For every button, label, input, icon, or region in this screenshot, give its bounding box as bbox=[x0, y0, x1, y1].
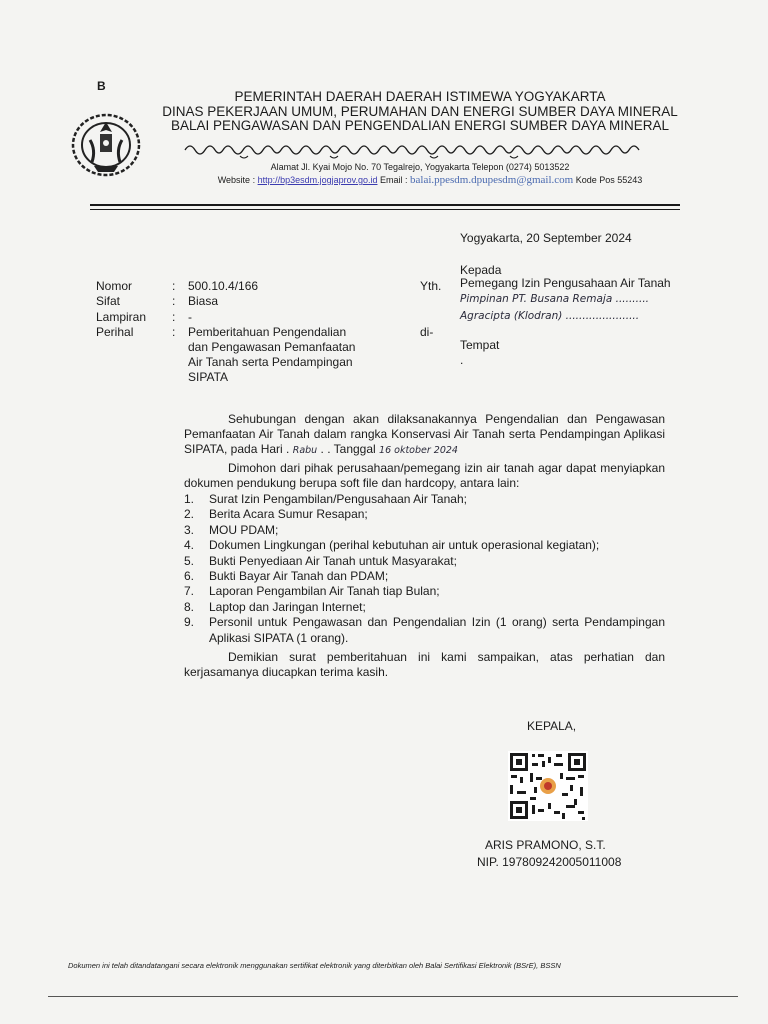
recipient-dot: . bbox=[460, 353, 464, 367]
nomor-value: 500.10.4/166 bbox=[188, 279, 259, 293]
footer-divider bbox=[48, 996, 738, 997]
recipient-kepada: Kepada bbox=[460, 263, 502, 277]
website-link[interactable]: http://bp3esdm.jogjaprov.go.id bbox=[257, 175, 378, 185]
list-text: MOU PDAM; bbox=[209, 522, 279, 537]
letterhead-divider-thick bbox=[90, 204, 680, 206]
letterhead-line-2: DINAS PEKERJAAN UMUM, PERUMAHAN DAN ENERGI SUMBER DAYA MINERAL bbox=[162, 104, 678, 119]
list-number: 4. bbox=[184, 538, 195, 553]
sifat-colon: : bbox=[172, 294, 176, 308]
list-item bbox=[184, 507, 665, 522]
list-number: 1. bbox=[184, 492, 195, 506]
recipient-handwritten-line-3: Agracipta (Klodran) ...................... bbox=[460, 310, 640, 322]
list-item bbox=[184, 492, 665, 507]
letter-date: Yogyakarta, 20 September 2024 bbox=[460, 231, 632, 245]
list-text: Bukti Penyediaan Air Tanah untuk Masyarakat; bbox=[209, 553, 457, 568]
lampiran-value: - bbox=[188, 310, 192, 324]
letterhead-line-1: PEMERINTAH DAERAH DAERAH ISTIMEWA YOGYAKARTA bbox=[234, 89, 606, 104]
perihal-label: Perihal bbox=[96, 325, 134, 339]
list-item bbox=[184, 584, 665, 599]
letterhead-contact bbox=[150, 174, 710, 186]
perihal-colon: : bbox=[172, 325, 176, 339]
page-mark: B bbox=[97, 79, 106, 93]
list-number: 7. bbox=[184, 584, 195, 599]
letterhead-line-3: BALAI PENGAWASAN DAN PENGENDALIAN ENERGI SUMBER DAYA MINERAL bbox=[170, 118, 670, 133]
list-item bbox=[184, 523, 665, 538]
lampiran-label: Lampiran bbox=[96, 310, 147, 324]
list-text: Laptop dan Jaringan Internet; bbox=[209, 599, 366, 614]
recipient-di: di- bbox=[420, 325, 434, 339]
list-item bbox=[184, 538, 665, 553]
list-number: 8. bbox=[184, 599, 195, 614]
list-number: 5. bbox=[184, 553, 195, 568]
javanese-script-line bbox=[180, 136, 660, 160]
list-number: 3. bbox=[184, 522, 195, 537]
perihal-line: dan Pengawasan Pemanfaatan bbox=[188, 340, 356, 354]
qr-code-signature bbox=[508, 751, 588, 821]
perihal-value bbox=[188, 325, 355, 385]
list-item bbox=[184, 554, 665, 569]
recipient-handwritten-line-2: Pimpinan PT. Busana Remaja .......... bbox=[460, 293, 649, 305]
handwritten-date: 16 oktober 2024 bbox=[379, 445, 458, 456]
document-list bbox=[184, 492, 665, 646]
perihal-line: Air Tanah serta Pendampingan bbox=[188, 355, 353, 369]
recipient-line-1: Pemegang Izin Pengusahaan Air Tanah bbox=[460, 276, 671, 290]
postal-code: Kode Pos 55243 bbox=[573, 175, 643, 185]
paragraph-text: Sehubungan dengan akan dilaksanakannya Pengendalian dan Pengawasan Pemanfaatan Air Tanah dalam rangka Konservasi Air Tanah serta Pendampingan Aplikasi SIPATA, pada Hari . bbox=[184, 412, 665, 456]
list-number: 2. bbox=[184, 507, 195, 522]
handwritten-day: Rabu bbox=[292, 445, 318, 456]
sifat-value: Biasa bbox=[188, 294, 219, 308]
list-text: Personil untuk Pengawasan dan Pengendalian Izin (1 orang) serta Pendampingan Aplikasi SIPATA (1 orang). bbox=[209, 615, 665, 645]
lampiran-colon: : bbox=[172, 310, 176, 324]
recipient-tempat: Tempat bbox=[460, 338, 500, 352]
body-paragraph-closing: Demikian surat pemberitahuan ini kami sampaikan, atas perhatian dan kerjasamanya diucapkan terima kasih. bbox=[184, 650, 665, 679]
electronic-signature-footer: Dokumen ini telah ditandatangani secara elektronik menggunakan sertifikat elektronik yang diterbitkan oleh Balai Sertifikasi Elektronik (BSrE), BSSN bbox=[68, 961, 561, 970]
list-item bbox=[184, 600, 665, 615]
email-label: Email : bbox=[377, 175, 411, 185]
signature-title: KEPALA, bbox=[527, 719, 577, 733]
list-text: Bukti Bayar Air Tanah dan PDAM; bbox=[209, 569, 389, 584]
body-paragraph-2: Dimohon dari pihak perusahaan/pemegang izin air tanah agar dapat menyiapkan dokumen pendukung berupa soft file dan hardcopy, antara lain: bbox=[184, 461, 665, 490]
list-text: Dokumen Lingkungan (perihal kebutuhan air untuk operasional kegiatan); bbox=[209, 538, 600, 553]
sifat-label: Sifat bbox=[96, 294, 121, 308]
nomor-label: Nomor bbox=[96, 279, 133, 293]
body-paragraph-1 bbox=[184, 412, 665, 458]
list-text: Laporan Pengambilan Air Tanah tiap Bulan; bbox=[209, 584, 440, 599]
recipient-yth: Yth. bbox=[420, 279, 442, 293]
letterhead-divider-thin bbox=[90, 209, 680, 210]
list-text: Berita Acara Sumur Resapan; bbox=[209, 507, 368, 522]
list-number: 9. bbox=[184, 615, 195, 630]
perihal-line: SIPATA bbox=[188, 370, 229, 384]
email-link[interactable]: balai.ppesdm.dpupesdm@gmail.com bbox=[410, 174, 574, 186]
yogyakarta-emblem-logo bbox=[66, 110, 146, 180]
perihal-line: Pemberitahuan Pengendalian bbox=[188, 325, 347, 339]
list-text: Surat Izin Pengambilan/Pengusahaan Air Tanah; bbox=[209, 492, 467, 506]
list-number: 6. bbox=[184, 569, 195, 584]
nomor-colon: : bbox=[172, 279, 176, 293]
letterhead-address: Alamat Jl. Kyai Mojo No. 70 Tegalrejo, Yogyakarta Telepon (0274) 5013522 bbox=[270, 162, 570, 172]
signatory-nip: NIP. 197809242005011008 bbox=[477, 855, 622, 869]
list-item bbox=[184, 615, 665, 646]
list-item bbox=[184, 569, 665, 584]
website-label: Website : bbox=[217, 175, 258, 185]
paragraph-text: . . Tanggal bbox=[317, 442, 380, 456]
signatory-name: ARIS PRAMONO, S.T. bbox=[485, 838, 606, 852]
